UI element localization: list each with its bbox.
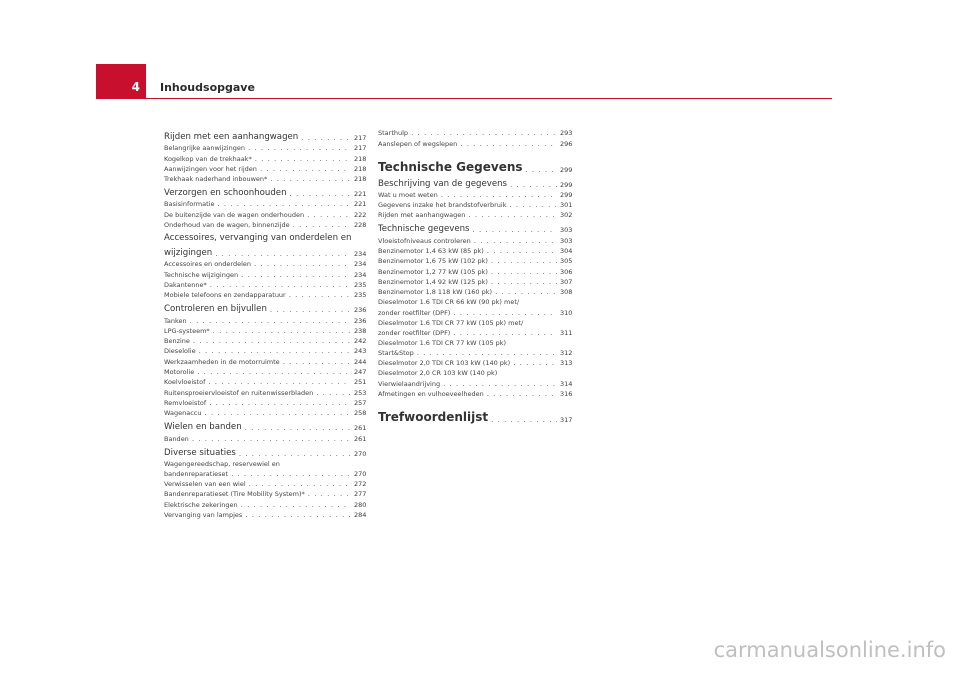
toc-page-number: 244 xyxy=(354,357,367,366)
toc-entry-title: Vierwielaandrijving xyxy=(378,379,441,388)
dot-leader xyxy=(245,511,351,519)
toc-page-number: 301 xyxy=(560,201,573,210)
toc-entry[interactable] xyxy=(378,286,578,296)
toc-entry-title: Technische wijzigingen xyxy=(164,270,239,279)
toc-entry[interactable] xyxy=(164,301,372,314)
dot-leader xyxy=(491,268,557,276)
toc-page-number: 303 xyxy=(560,236,573,245)
dot-leader xyxy=(239,450,351,458)
toc-page-number: 312 xyxy=(560,349,573,358)
toc-entry[interactable] xyxy=(164,142,372,152)
toc-entry[interactable] xyxy=(164,478,372,488)
toc-entry-title: Benzine xyxy=(164,337,190,346)
toc-entry[interactable] xyxy=(378,357,578,367)
toc-entry[interactable] xyxy=(164,289,372,299)
toc-entry[interactable] xyxy=(164,258,372,268)
toc-page-number: 222 xyxy=(354,210,367,219)
toc-entry[interactable] xyxy=(164,407,372,417)
toc-entry[interactable] xyxy=(164,432,372,442)
toc-page-number: 234 xyxy=(354,270,367,279)
toc-entry[interactable] xyxy=(164,498,372,508)
dot-leader xyxy=(495,288,557,296)
dot-leader xyxy=(270,306,351,314)
toc-page-number: 251 xyxy=(354,378,367,387)
toc-entry-title: Accessoires en onderdelen xyxy=(164,260,252,269)
dot-leader xyxy=(487,390,557,398)
toc-entry[interactable] xyxy=(378,388,578,398)
toc-entry-title: Onderhoud van de wagen, binnenzijde xyxy=(164,221,290,230)
toc-entry-title: Rijden met een aanhangwagen xyxy=(164,132,299,142)
toc-entry[interactable] xyxy=(164,335,372,345)
toc-entry[interactable] xyxy=(378,127,578,137)
toc-entry[interactable] xyxy=(378,189,578,199)
toc-entry[interactable] xyxy=(164,325,372,335)
watermark: carmanualsonline.info xyxy=(713,638,946,662)
toc-page-number: 305 xyxy=(560,257,573,266)
dot-leader xyxy=(217,200,351,208)
toc-page-number: 243 xyxy=(354,347,367,356)
toc-page-number: 270 xyxy=(354,469,367,478)
toc-entry[interactable] xyxy=(378,255,578,265)
toc-page-number: 314 xyxy=(560,379,573,388)
toc-page-number: 221 xyxy=(354,190,367,199)
toc-entry[interactable] xyxy=(164,198,372,208)
toc-entry[interactable] xyxy=(164,279,372,289)
dot-leader xyxy=(453,309,557,317)
toc-entry-title: Wagenaccu xyxy=(164,409,202,418)
toc-entry[interactable] xyxy=(378,152,578,174)
dot-leader xyxy=(526,166,557,174)
dot-leader xyxy=(190,317,351,325)
toc-page-number: 218 xyxy=(354,154,367,163)
toc-entry[interactable] xyxy=(378,276,578,286)
toc-entry-title: Verzorgen en schoonhouden xyxy=(164,188,287,199)
toc-page-number: 221 xyxy=(354,200,367,209)
toc-entry-title: Verwisselen van een wiel xyxy=(164,480,246,489)
toc-page-number: 307 xyxy=(560,277,573,286)
toc-entry-title: Benzinemotor 1,8 118 kW (160 pk) xyxy=(378,288,493,297)
toc-entry-title: Kogelkop van de trekhaak* xyxy=(164,154,252,163)
dot-leader xyxy=(491,257,557,265)
toc-page-number: 238 xyxy=(354,326,367,335)
dot-leader xyxy=(474,237,557,245)
dot-leader xyxy=(308,490,351,498)
toc-page-number: 270 xyxy=(354,449,367,458)
toc-entry-title: Technische Gegevens xyxy=(378,159,523,174)
dot-leader xyxy=(213,327,351,335)
toc-entry-title: Wat u moet weten xyxy=(378,190,438,199)
toc-page-number: 272 xyxy=(354,480,367,489)
toc-entry[interactable] xyxy=(164,163,372,173)
toc-entry[interactable] xyxy=(378,199,578,209)
toc-page-number: 306 xyxy=(560,267,573,276)
toc-page-number: 303 xyxy=(560,226,573,235)
dot-leader xyxy=(249,480,351,488)
toc-entry-title: Vloeistofniveaus controleren xyxy=(378,236,471,245)
toc-entry[interactable] xyxy=(378,377,578,387)
toc-entry-title: Afmetingen en vulhoeveelheden xyxy=(378,390,484,399)
toc-entry[interactable] xyxy=(164,208,372,218)
toc-entry[interactable] xyxy=(164,445,372,458)
toc-entry-title: Accessoires, vervanging van onderdelen en xyxy=(164,233,352,244)
dot-leader xyxy=(491,278,557,286)
toc-page-number: 313 xyxy=(560,359,573,368)
dot-leader xyxy=(215,250,351,258)
toc-entry[interactable] xyxy=(378,209,578,219)
toc-entry[interactable] xyxy=(164,386,372,396)
toc-page-number: 304 xyxy=(560,247,573,256)
toc-entry-title: Trefwoordenlijst xyxy=(378,410,489,425)
toc-entry-title: Rijden met aanhangwagen xyxy=(378,211,466,220)
toc-page-number: 316 xyxy=(560,390,573,399)
toc-entry[interactable] xyxy=(164,173,372,183)
toc-entry-title: De buitenzijde van de wagen onderhouden xyxy=(164,210,305,219)
toc-left-column xyxy=(164,127,372,519)
dot-leader xyxy=(453,329,557,337)
toc-entry-title: bandenreparatieset xyxy=(164,469,229,478)
toc-entry[interactable] xyxy=(164,397,372,407)
toc-entry-title: Benzinemotor 1,2 77 kW (105 pk) xyxy=(378,267,488,276)
toc-page-number: 234 xyxy=(354,250,367,259)
toc-entry[interactable] xyxy=(378,347,578,357)
dot-leader xyxy=(411,129,557,137)
dot-leader xyxy=(199,347,351,355)
dot-leader xyxy=(241,501,351,509)
dot-leader xyxy=(289,291,351,299)
toc-entry-title: Ruitensproeiervloeistof en ruitenwisserbladen xyxy=(164,388,314,397)
toc-entry[interactable] xyxy=(164,231,372,243)
toc-entry-title: Start&Stop xyxy=(378,349,414,358)
dot-leader xyxy=(307,211,351,219)
toc-page-number: 299 xyxy=(560,190,573,199)
toc-page-number: 317 xyxy=(560,416,573,425)
toc-page-number: 299 xyxy=(560,165,573,174)
toc-page-number: 293 xyxy=(560,129,573,138)
dot-leader xyxy=(441,191,557,199)
toc-entry-title: Beschrijving van de gegevens xyxy=(378,178,508,189)
toc-entry[interactable] xyxy=(164,366,372,376)
toc-entry[interactable] xyxy=(164,488,372,498)
dot-leader xyxy=(245,424,351,432)
dot-leader xyxy=(509,201,557,209)
dot-leader xyxy=(473,226,557,234)
toc-entry[interactable] xyxy=(164,419,372,432)
dot-leader xyxy=(197,368,351,376)
dot-leader xyxy=(513,359,557,367)
toc-entry[interactable] xyxy=(164,468,372,478)
toc-entry[interactable] xyxy=(164,185,372,198)
toc-entry[interactable] xyxy=(164,152,372,162)
toc-entry[interactable] xyxy=(378,296,578,306)
page-header xyxy=(96,64,832,99)
dot-leader xyxy=(260,165,351,173)
dot-leader xyxy=(208,378,351,386)
toc-entry-title: zonder roetfilter (DPF) xyxy=(378,328,451,337)
toc-entry-title: LPG-systeem* xyxy=(164,326,210,335)
toc-entry-title: Starthulp xyxy=(378,129,409,138)
toc-entry-title: Vervanging van lampjes xyxy=(164,511,243,520)
toc-page-number: 218 xyxy=(354,164,367,173)
toc-page-number: 277 xyxy=(354,490,367,499)
dot-leader xyxy=(417,349,557,357)
dot-leader xyxy=(316,389,351,397)
toc-entry-title: Dakantenne* xyxy=(164,280,207,289)
toc-entry-title: Benzinemotor 1,4 63 kW (85 pk) xyxy=(378,247,484,256)
dot-leader xyxy=(283,358,351,366)
dot-leader xyxy=(210,281,351,289)
toc-entry-title: Dieselmotor 1.6 TDI CR 77 kW (105 pk) met/ xyxy=(378,318,524,327)
toc-page-number: 247 xyxy=(354,368,367,377)
toc-entry[interactable] xyxy=(378,137,578,147)
dot-leader xyxy=(491,416,557,424)
toc-page-number: 310 xyxy=(560,308,573,317)
toc-page-number: 217 xyxy=(354,144,367,153)
dot-leader xyxy=(301,134,351,142)
toc-entry-title: Tanken xyxy=(164,316,187,325)
toc-entry[interactable] xyxy=(164,355,372,365)
toc-page-number: 280 xyxy=(354,500,367,509)
toc-page-number: 308 xyxy=(560,288,573,297)
dot-leader xyxy=(510,181,557,189)
toc-entry[interactable] xyxy=(164,509,372,519)
dot-leader xyxy=(290,190,351,198)
toc-entry-title: Gegevens inzake het brandstofverbruik xyxy=(378,201,507,210)
toc-entry-title: Benzinemotor 1,6 75 kW (102 pk) xyxy=(378,257,488,266)
toc-entry[interactable] xyxy=(164,129,372,142)
toc-entry-title: Dieselmotor 1.6 TDI CR 77 kW (105 pk) xyxy=(378,338,507,347)
toc-entry[interactable] xyxy=(378,402,578,424)
page-number: 4 xyxy=(96,64,146,98)
toc-page-number: 311 xyxy=(560,328,573,337)
dot-leader xyxy=(270,175,351,183)
toc-page-number: 253 xyxy=(354,388,367,397)
toc-page-number: 234 xyxy=(354,260,367,269)
dot-leader xyxy=(460,140,557,148)
dot-leader xyxy=(487,247,557,255)
toc-entry-title: Dieselmotor 2,0 TDI CR 103 kW (140 pk) xyxy=(378,359,511,368)
toc-entry[interactable] xyxy=(378,337,578,347)
toc-entry-title: Dieselmotor 2,0 CR 103 kW (140 pk) xyxy=(378,369,498,378)
dot-leader xyxy=(443,380,557,388)
toc-entry-title: Werkzaamheden in de motorruimte xyxy=(164,357,280,366)
toc-entry[interactable] xyxy=(378,327,578,337)
toc-entry-title: Wielen en banden xyxy=(164,422,242,433)
dot-leader xyxy=(468,211,557,219)
toc-entry-title: Elektrische zekeringen xyxy=(164,500,238,509)
toc-entry-title: Controleren en bijvullen xyxy=(164,304,267,315)
toc-page-number: 236 xyxy=(354,316,367,325)
dot-leader xyxy=(205,409,352,417)
toc-page-number: 258 xyxy=(354,409,367,418)
toc-page-number: 235 xyxy=(354,291,367,300)
toc-page-number: 257 xyxy=(354,398,367,407)
toc-entry[interactable] xyxy=(164,376,372,386)
toc-entry-title: Mobiele telefoons en zendapparatuur xyxy=(164,291,286,300)
toc-page-number: 235 xyxy=(354,280,367,289)
toc-page-number: 302 xyxy=(560,211,573,220)
toc-entry-title: Wagengereedschap, reservewiel en xyxy=(164,459,280,468)
toc-entry[interactable] xyxy=(164,245,372,258)
toc-page-number: 261 xyxy=(354,434,367,443)
dot-leader xyxy=(255,155,351,163)
toc-entry-title: Koelvloeistof xyxy=(164,378,206,387)
toc-entry[interactable] xyxy=(378,265,578,275)
toc-page-number: 284 xyxy=(354,511,367,520)
toc-entry[interactable] xyxy=(378,317,578,327)
toc-right-column xyxy=(378,127,578,426)
toc-page-number: 218 xyxy=(354,175,367,184)
toc-entry[interactable] xyxy=(378,176,578,189)
toc-entry-title: zonder roetfilter (DPF) xyxy=(378,308,451,317)
dot-leader xyxy=(231,470,351,478)
toc-entry-title: Belangrijke aanwijzingen xyxy=(164,144,245,153)
toc-entry[interactable] xyxy=(378,245,578,255)
dot-leader xyxy=(248,144,351,152)
toc-entry-title: Technische gegevens xyxy=(378,224,470,235)
toc-entry[interactable] xyxy=(164,345,372,355)
toc-entry[interactable] xyxy=(164,268,372,278)
toc-entry[interactable] xyxy=(378,306,578,316)
toc-entry-title: Trekhaak naderhand inbouwen* xyxy=(164,175,268,184)
dot-leader xyxy=(241,271,351,279)
toc-entry-title: Basisinformatie xyxy=(164,200,215,209)
toc-page-number: 242 xyxy=(354,337,367,346)
toc-entry-title: Dieselolie xyxy=(164,347,196,356)
toc-entry[interactable] xyxy=(378,234,578,244)
toc-entry-title: Banden xyxy=(164,434,189,443)
toc-entry[interactable] xyxy=(378,221,578,234)
toc-entry[interactable] xyxy=(164,314,372,324)
dot-leader xyxy=(193,337,351,345)
toc-entry-title: Remvloeistof xyxy=(164,398,207,407)
toc-page-number: 217 xyxy=(354,134,367,142)
page-title: Inhoudsopgave xyxy=(160,81,255,94)
toc-entry[interactable] xyxy=(164,219,372,229)
toc-entry[interactable] xyxy=(378,367,578,377)
toc-entry-title: Dieselmotor 1.6 TDI CR 66 kW (90 pk) met/ xyxy=(378,298,520,307)
toc-entry-title: wijzigingen xyxy=(164,248,213,259)
toc-page-number: 296 xyxy=(560,139,573,148)
dot-leader xyxy=(192,435,351,443)
toc-entry-title: Aanwijzingen voor het rijden xyxy=(164,164,257,173)
toc-page-number: 228 xyxy=(354,221,367,230)
dot-leader xyxy=(254,260,351,268)
toc-entry[interactable] xyxy=(164,458,372,468)
toc-entry-title: Aanslepen of wegslepen xyxy=(378,139,458,148)
toc-page-number: 236 xyxy=(354,306,367,315)
toc-entry-title: Benzinemotor 1,4 92 kW (125 pk) xyxy=(378,277,488,286)
toc-page-number: 261 xyxy=(354,424,367,433)
toc-entry-title: Motorolie xyxy=(164,368,195,377)
toc-entry-title: Bandenreparatieset (Tire Mobility System)* xyxy=(164,490,305,499)
toc-entry-title: Diverse situaties xyxy=(164,447,236,458)
toc-page-number: 299 xyxy=(560,180,573,189)
dot-leader xyxy=(209,399,351,407)
dot-leader xyxy=(293,221,351,229)
